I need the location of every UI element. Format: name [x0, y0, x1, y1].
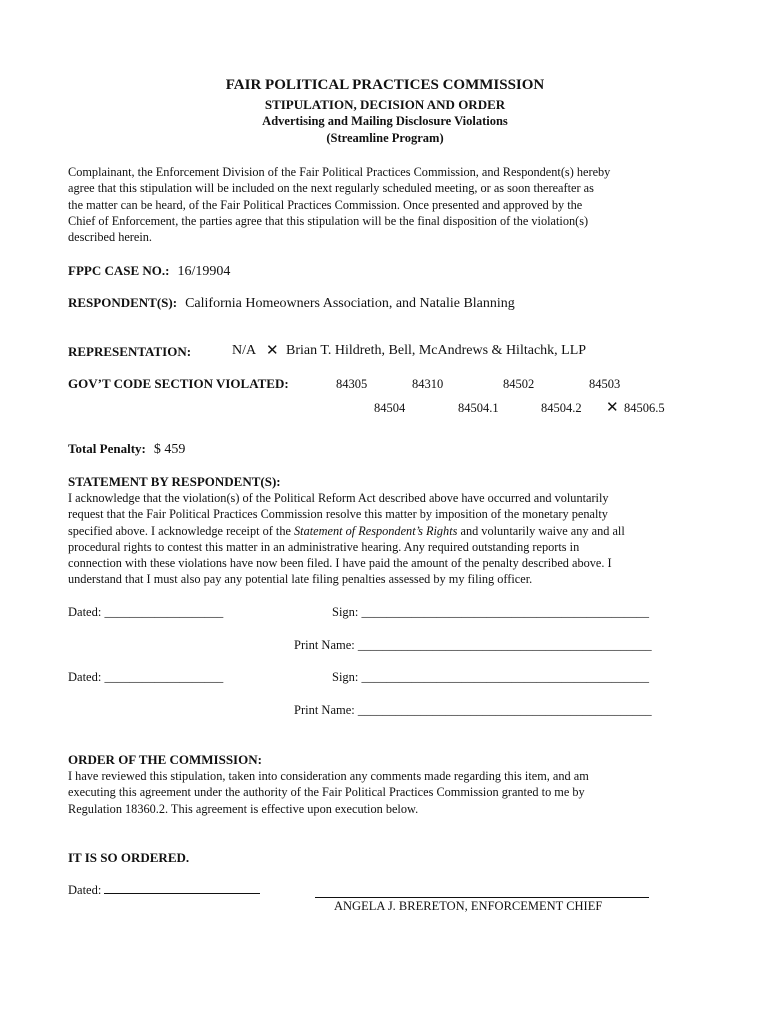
statement-line: procedural rights to contest this matter in an administrative hearing. Any required outstanding reports in	[68, 539, 580, 554]
intro-paragraph	[68, 164, 708, 245]
case-number-value: 16/19904	[177, 264, 231, 279]
sign-label: Sign:	[332, 670, 359, 684]
penalty-label: Total Penalty:	[68, 441, 146, 456]
chief-signature-line[interactable]	[315, 881, 649, 898]
respondents-row	[68, 294, 515, 312]
so-ordered-heading: IT IS SO ORDERED.	[68, 850, 190, 865]
sign-blank: ______________________________________________	[361, 670, 650, 684]
intro-line: Chief of Enforcement, the parties agree that this stipulation will be the final disposition of the violation(s)	[68, 213, 589, 228]
code-item: 84310	[412, 377, 444, 391]
sign-blank: ______________________________________________	[361, 605, 650, 619]
statement-paragraph	[68, 490, 708, 588]
penalty-row	[68, 440, 185, 458]
code-item: 84504.1	[458, 401, 499, 415]
code-item: 84504.2	[541, 401, 582, 415]
violations-label: GOV’T CODE SECTION VIOLATED:	[68, 376, 289, 391]
sign-field-2[interactable]	[332, 670, 649, 685]
signer-name: ANGELA J. BRERETON, ENFORCEMENT CHIEF	[334, 899, 603, 913]
ordered-dated-line	[104, 893, 260, 894]
case-number-label: FPPC CASE NO.:	[68, 263, 170, 278]
print-name-blank: _______________________________________________	[357, 703, 652, 717]
penalty-value: $ 459	[153, 442, 186, 457]
order-heading: ORDER OF THE COMMISSION:	[68, 752, 262, 767]
respondents-value: California Homeowners Association, and Natalie Blanning	[185, 296, 515, 311]
case-number-row	[68, 262, 230, 280]
code-item: 84305	[336, 377, 368, 391]
commission-title: FAIR POLITICAL PRACTICES COMMISSION	[225, 77, 545, 93]
representation-na-option: N/A	[232, 343, 257, 358]
representation-value: Brian T. Hildreth, Bell, McAndrews & Hiltachk, LLP	[286, 343, 587, 358]
statement-line: request that the Fair Political Practices Commission resolve this matter by imposition of the monetary penalty	[68, 507, 608, 522]
code-item: 84504	[374, 401, 406, 415]
respondents-label: RESPONDENT(S):	[68, 295, 178, 310]
dated-blank: ___________________	[104, 670, 224, 684]
document-subtitle: Advertising and Mailing Disclosure Violations	[262, 114, 508, 128]
representation-label: REPRESENTATION:	[68, 344, 192, 359]
intro-line: the matter can be heard, of the Fair Political Practices Commission. Once presented and approved by the	[68, 197, 583, 212]
print-name-field-1[interactable]	[294, 638, 652, 653]
order-line: executing this agreement under the authority of the Fair Political Practices Commission granted to me by	[68, 785, 585, 800]
document-title: STIPULATION, DECISION AND ORDER	[264, 97, 506, 112]
print-name-blank: _______________________________________________	[357, 638, 652, 652]
sign-label: Sign:	[332, 605, 359, 619]
intro-line: Complainant, the Enforcement Division of the Fair Political Practices Commission, and Respondent(s) hereby	[68, 165, 611, 179]
ordered-dated-field[interactable]	[68, 883, 260, 898]
order-line: I have reviewed this stipulation, taken into consideration any comments made regarding this item, and am	[68, 769, 589, 783]
code-item: 84503	[589, 377, 621, 391]
statement-text: specified above. I acknowledge receipt of the	[68, 523, 295, 538]
code-item: 84502	[503, 377, 535, 391]
statement-line	[68, 523, 708, 539]
print-name-field-2[interactable]	[294, 703, 652, 718]
dated-label: Dated:	[68, 605, 102, 619]
sign-field-1[interactable]	[332, 605, 649, 620]
statement-text: and voluntarily waive any and all	[457, 523, 625, 538]
dated-blank: ___________________	[104, 605, 224, 619]
statement-line: connection with these violations have now been filed. I have paid the amount of the penalty described above. I	[68, 556, 612, 571]
dated-label: Dated:	[68, 670, 102, 684]
code-item-checked: 84506.5	[624, 401, 665, 415]
statement-line: I acknowledge that the violation(s) of the Political Reform Act described above have occurred and voluntarily	[68, 491, 609, 505]
intro-line: described herein.	[68, 230, 152, 245]
representation-checked-icon: ✕	[266, 343, 279, 359]
print-name-label: Print Name:	[294, 703, 355, 717]
dated-label: Dated:	[68, 883, 102, 897]
code-checked-icon: ✕	[606, 400, 619, 416]
program-label: (Streamline Program)	[326, 131, 444, 145]
order-line: Regulation 18360.2. This agreement is effective upon execution below.	[68, 801, 419, 816]
statement-heading: STATEMENT BY RESPONDENT(S):	[68, 474, 281, 489]
intro-line: agree that this stipulation will be included on the next regularly scheduled meeting, or as soon thereafter as	[68, 181, 594, 196]
statement-line: understand that I must also pay any potential late filing penalties assessed by my filing officer.	[68, 572, 533, 587]
print-name-label: Print Name:	[294, 638, 355, 652]
dated-field-1[interactable]	[68, 605, 223, 620]
order-paragraph	[68, 768, 708, 817]
dated-field-2[interactable]	[68, 670, 223, 685]
rights-title: Statement of Respondent’s Rights	[294, 523, 458, 538]
